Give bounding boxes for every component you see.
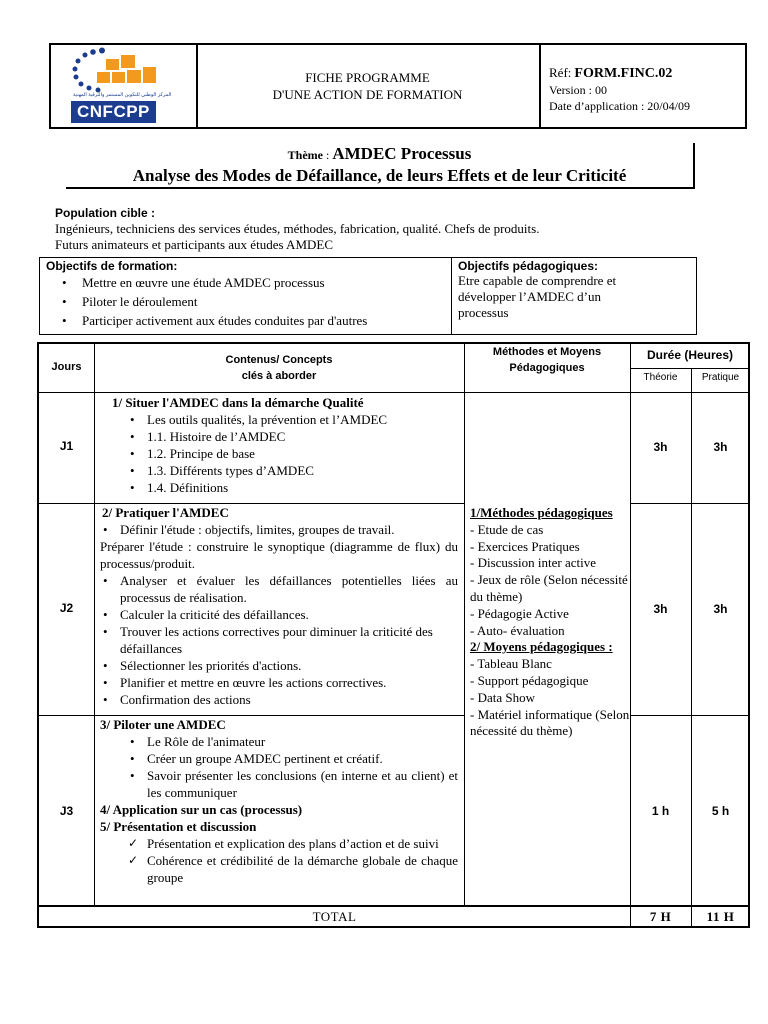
- theme-subtitle: Analyse des Modes de Défaillance, de leurs Effets et de leur Criticité: [132, 166, 627, 185]
- list-item: - Tableau Blanc: [470, 656, 552, 672]
- list-item: - Auto- évaluation: [470, 622, 565, 638]
- list-item: • Analyser et évaluer les défaillances potentielles liées au processus de réalisation.: [100, 572, 458, 606]
- header-box: [49, 43, 747, 129]
- list-item: • Créer un groupe AMDEC pertinent et créatif.: [100, 750, 458, 767]
- objectifs-formation: [40, 258, 452, 334]
- objectifs-pedagogiques: [452, 258, 696, 334]
- paragraph: Préparer l'étude : construire le synoptique (diagramme de flux) du processus/produit.: [100, 539, 458, 571]
- list-item: - Data Show: [470, 689, 535, 705]
- contenu-j2: [94, 504, 464, 708]
- list-item: - Exercices Pratiques: [470, 538, 580, 554]
- theorie-j2: 3h: [653, 602, 668, 616]
- col-header-methodes-line2: Pédagogiques: [509, 362, 585, 374]
- population-label: Population cible :: [55, 206, 156, 220]
- population-cible: [55, 205, 745, 253]
- theorie-j3: 1 h: [651, 804, 670, 818]
- check-item: ✓ Présentation et explication des plans d’action et de suivi: [100, 835, 458, 852]
- pratique-j2: 3h: [713, 602, 728, 616]
- moyens-heading: 2/ Moyens pédagogiques :: [470, 639, 613, 655]
- check-item: ✓ Cohérence et crédibilité de la démarche globale de chaque groupe: [100, 852, 458, 886]
- programme-table: [37, 342, 750, 928]
- list-item: • 1.2. Principe de base: [100, 445, 458, 462]
- total-pratique: 11 H: [706, 909, 735, 924]
- pratique-j3: 5 h: [711, 804, 730, 818]
- total-label: TOTAL: [312, 909, 357, 924]
- methodes-heading: 1/Méthodes pédagogiques: [470, 505, 613, 520]
- jour-j1: J1: [59, 439, 74, 453]
- list-item: • 1.1. Histoire de l’AMDEC: [100, 428, 458, 445]
- population-line2: Futurs animateurs et participants aux études AMDEC: [55, 237, 334, 252]
- theorie-j1: 3h: [653, 440, 668, 454]
- list-item: - Etude de cas: [470, 521, 544, 537]
- ref-value: FORM.FINC.02: [574, 66, 673, 81]
- list-item: • Confirmation des actions: [100, 691, 458, 708]
- objectif-line: processus: [458, 305, 509, 320]
- section-title: 4/ Application sur un cas (processus): [100, 802, 303, 817]
- objectif-line: développer l’AMDEC d’un: [458, 289, 601, 304]
- list-item: • Trouver les actions correctives pour diminuer la criticité des défaillances: [100, 623, 458, 657]
- list-item: • Participer activement aux études conduites par d'autres: [82, 311, 445, 330]
- theme-name: AMDEC Processus: [332, 144, 472, 163]
- contenu-j3: [94, 716, 464, 886]
- logo-cell: [51, 45, 198, 127]
- methodes-moyens: [464, 505, 630, 740]
- list-item: • Planifier et mettre en œuvre les actions correctives.: [100, 674, 458, 691]
- list-item: • Les outils qualités, la prévention et l’AMDEC: [100, 411, 458, 428]
- title-line2: D'UNE ACTION DE FORMATION: [272, 87, 463, 102]
- section-title: 5/ Présentation et discussion: [100, 819, 257, 834]
- logo-text: CNFCPP: [71, 101, 156, 123]
- col-header-methodes: [464, 344, 630, 376]
- col-header-contenus-line2: clés à aborder: [241, 370, 317, 382]
- theme-label: Thème: [287, 148, 323, 162]
- objectifs-formation-label: Objectifs de formation:: [46, 259, 178, 273]
- col-header-pratique: Pratique: [701, 372, 740, 383]
- contenu-j1: [94, 394, 464, 496]
- population-line1: Ingénieurs, techniciens des services études, méthodes, fabrication, qualité. Chefs de produits.: [55, 221, 540, 236]
- list-item: • Sélectionner les priorités d'actions.: [100, 657, 458, 674]
- list-item: • 1.3. Différents types d’AMDEC: [100, 462, 458, 479]
- list-item: • Le Rôle de l'animateur: [100, 733, 458, 750]
- objectif-line: Etre capable de comprendre et: [458, 273, 617, 288]
- theme-separator: :: [323, 148, 333, 162]
- col-header-methodes-line1: Méthodes et Moyens: [492, 346, 602, 358]
- theme-box: [66, 143, 695, 189]
- col-header-theorie: Théorie: [643, 372, 678, 383]
- objectives-box: [39, 257, 697, 335]
- jour-j3: J3: [59, 804, 74, 818]
- list-item: • Mettre en œuvre une étude AMDEC processus: [82, 273, 445, 292]
- jour-j2: J2: [59, 601, 74, 615]
- pratique-j1: 3h: [713, 440, 728, 454]
- objectifs-pedagogiques-label: Objectifs pédagogiques:: [458, 259, 599, 273]
- document-title: [198, 69, 537, 103]
- list-item: • 1.4. Définitions: [100, 479, 458, 496]
- list-item: - Jeux de rôle (Selon nécessité du thème): [470, 572, 628, 604]
- list-item: • Savoir présenter les conclusions (en interne et au client) et les communiquer: [100, 767, 458, 801]
- section-title: 2/ Pratiquer l'AMDEC: [102, 505, 229, 520]
- col-header-contenus: [94, 352, 464, 384]
- list-item: • Piloter le déroulement: [82, 292, 445, 311]
- version-text: Version : 00: [549, 83, 607, 97]
- list-item: - Pédagogie Active: [470, 605, 569, 621]
- reference-cell: [539, 45, 747, 127]
- date-application: Date d’application : 20/04/09: [549, 99, 690, 113]
- list-item: • Définir l'étude : objectifs, limites, groupes de travail.: [100, 521, 458, 538]
- ref-label: Réf:: [549, 65, 572, 80]
- title-line1: FICHE PROGRAMME: [305, 70, 430, 85]
- list-item: - Discussion inter active: [470, 555, 596, 571]
- col-header-duree: Durée (Heures): [646, 348, 734, 362]
- logo-arabic-text: المركز الوطني للتكوين المستمر والترقية المهنية: [73, 92, 172, 98]
- list-item: - Support pédagogique: [470, 672, 589, 688]
- col-header-contenus-line1: Contenus/ Concepts: [225, 354, 333, 366]
- section-title: 1/ Situer l'AMDEC dans la démarche Qualité: [112, 395, 364, 410]
- total-theorie: 7 H: [649, 909, 672, 924]
- list-item: • Calculer la criticité des défaillances.: [100, 606, 458, 623]
- list-item: - Matériel informatique (Selon nécessité du thème): [470, 706, 630, 739]
- section-title: 3/ Piloter une AMDEC: [100, 717, 226, 732]
- col-header-jours: Jours: [51, 361, 82, 373]
